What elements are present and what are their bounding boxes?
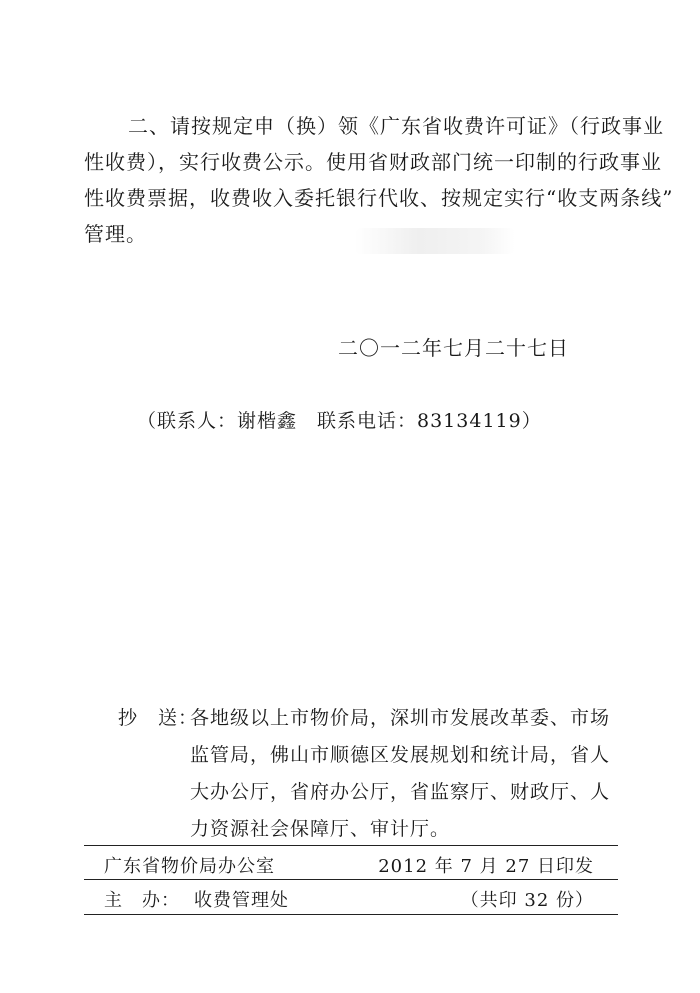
body-paragraph bbox=[84, 108, 674, 252]
body-line: 二、请按规定申（换）领《广东省收费许可证》（行政事业 bbox=[128, 114, 664, 138]
issuer: 广东省物价局办公室 bbox=[104, 856, 275, 877]
cc-label: 抄 送： bbox=[118, 707, 199, 729]
main-office-value: 收费管理处 bbox=[194, 890, 289, 911]
cc-line: 大办公厅，省府办公厅，省监察厅、财政厅、人 bbox=[190, 781, 611, 803]
footer-rule-middle bbox=[84, 879, 618, 880]
footer-rule-top bbox=[84, 845, 618, 846]
document-date: 二〇一二年七月二十七日 bbox=[338, 336, 569, 360]
issue-date: 2012 年 7 月 27 日印发 bbox=[378, 856, 594, 877]
cc-line: 监管局，佛山市顺德区发展规划和统计局，省人 bbox=[190, 744, 611, 766]
scan-smudge bbox=[355, 228, 515, 254]
body-line: 管理。 bbox=[84, 222, 147, 246]
contact-info: （联系人：谢楷鑫 联系电话：83134119） bbox=[137, 410, 542, 432]
cc-line: 各地级以上市物价局，深圳市发展改革委、市场 bbox=[190, 707, 611, 729]
main-office bbox=[104, 886, 289, 912]
cc-recipients bbox=[190, 700, 610, 848]
main-office-label: 主 办： bbox=[104, 890, 180, 911]
body-line: 性收费票据，收费收入委托银行代收、按规定实行“收支两条线” bbox=[84, 186, 674, 210]
footer-rule-bottom bbox=[84, 914, 618, 915]
body-line: 性收费），实行收费公示。使用省财政部门统一印制的行政事业 bbox=[84, 150, 662, 174]
cc-line: 力资源社会保障厅、审计厅。 bbox=[190, 818, 451, 840]
copies-count: （共印 32 份） bbox=[460, 890, 594, 911]
